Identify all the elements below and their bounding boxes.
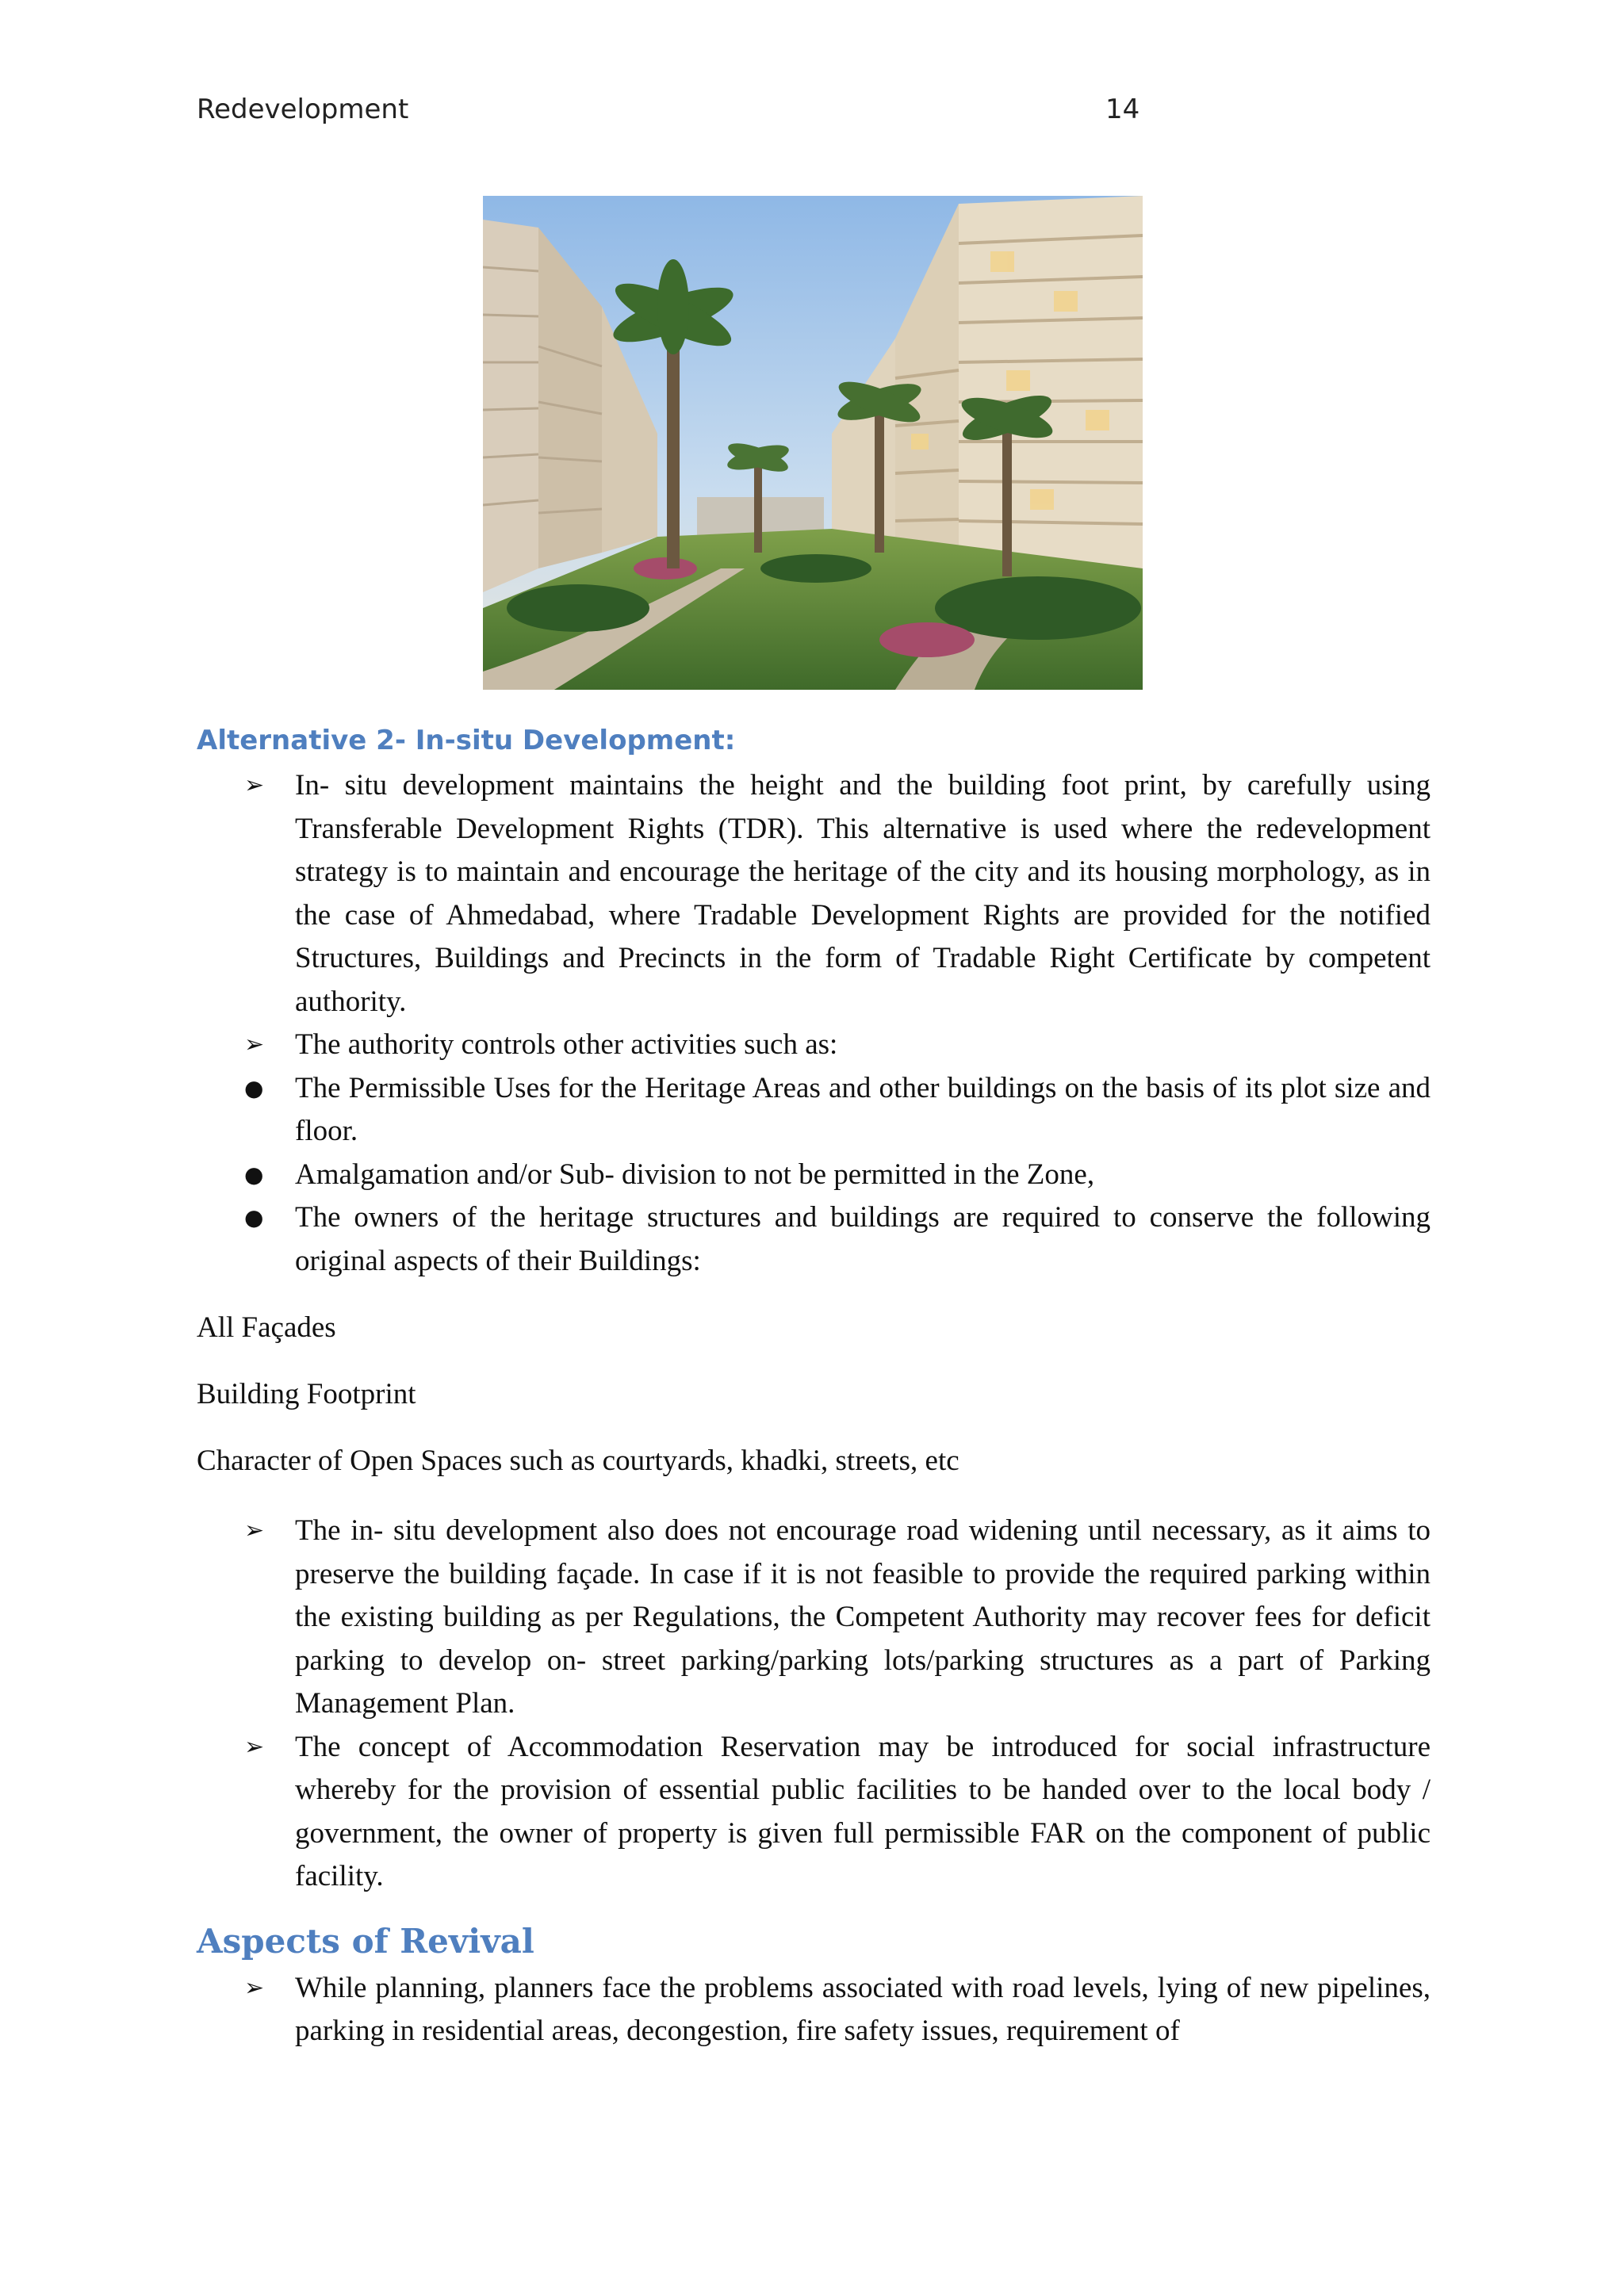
list-item: [197, 764, 1431, 1024]
list-item: [197, 1067, 1431, 1154]
list-item-text: In- situ development maintains the height and the building foot print, by carefully using Transferable Development Rights (TDR). This alternative is used where the redevelopment strategy is to maintain and encourage the heritage of the city and its housing morphology, as in the case of Ahmedabad, where Tradable Development Rights are provided for the notified Structures, Buildings and Precincts in the form of Tradable Right Certificate by competent authority.: [295, 769, 1431, 1018]
page-body: [197, 717, 1431, 2053]
plain-line: All Façades: [197, 1311, 336, 1344]
arrow-bullet-icon: ➢: [244, 771, 265, 799]
list-item-text: The authority controls other activities such as:: [295, 1028, 838, 1061]
list-item-text: The concept of Accommodation Reservation may be introduced for social infrastructure whereby for the provision of essential public facilities to be handed over to the local body / government, the owner of property is given full permissible FAR on the component of public facility.: [295, 1730, 1431, 1892]
dot-bullet-icon: ●: [244, 1204, 264, 1230]
list-item-text: The Permissible Uses for the Heritage Areas and other buildings on the basis of its plot size and floor.: [295, 1071, 1431, 1147]
list-item-text: The owners of the heritage structures and buildings are required to conserve the following original aspects of their Buildings:: [295, 1201, 1431, 1277]
section-heading-in-situ: Alternative 2- In-situ Development:: [197, 725, 736, 756]
list-item-text: Amalgamation and/or Sub- division to not be permitted in the Zone,: [295, 1158, 1095, 1191]
arrow-bullet-icon: ➢: [244, 1031, 265, 1058]
page-number: 14: [1105, 94, 1140, 125]
spacer: [197, 1483, 1431, 1510]
arrow-bullet-icon: ➢: [244, 1732, 265, 1761]
apartment-complex-photo: [483, 196, 1143, 690]
plain-line: Building Footprint: [197, 1378, 416, 1410]
list-item: [197, 1510, 1431, 1726]
list-item: [197, 1967, 1431, 2053]
arrow-bullet-icon: ➢: [244, 1973, 265, 2002]
list-item-text: The in- situ development also does not encourage road widening until necessary, as it aims to preserve the building façade. In case if it is not feasible to provide the required parking within the existing building as per Regulations, the Competent Authority may recover fees for deficit parking to develop on- street parking/parking lots/parking structures as a part of Parking Management Plan.: [295, 1514, 1431, 1720]
section-heading-revival: Aspects of Revival: [197, 1921, 534, 1961]
arrow-bullet-icon: ➢: [244, 1517, 265, 1544]
page-header: [197, 94, 1140, 133]
dot-bullet-icon: ●: [244, 1074, 264, 1101]
list-item: [197, 1726, 1431, 1899]
list-item-text: While planning, planners face the problems associated with road levels, lying of new pipelines, parking in residential areas, decongestion, fire safety issues, requirement of: [295, 1971, 1431, 2047]
photo-illustration: [483, 196, 1143, 690]
running-title: Redevelopment: [197, 94, 409, 125]
plain-line: Character of Open Spaces such as courtyards, khadki, streets, etc: [197, 1445, 959, 1477]
dot-bullet-icon: ●: [244, 1161, 264, 1188]
list-item: [197, 1154, 1431, 1197]
list-item: [197, 1024, 1431, 1067]
list-item: [197, 1196, 1431, 1283]
